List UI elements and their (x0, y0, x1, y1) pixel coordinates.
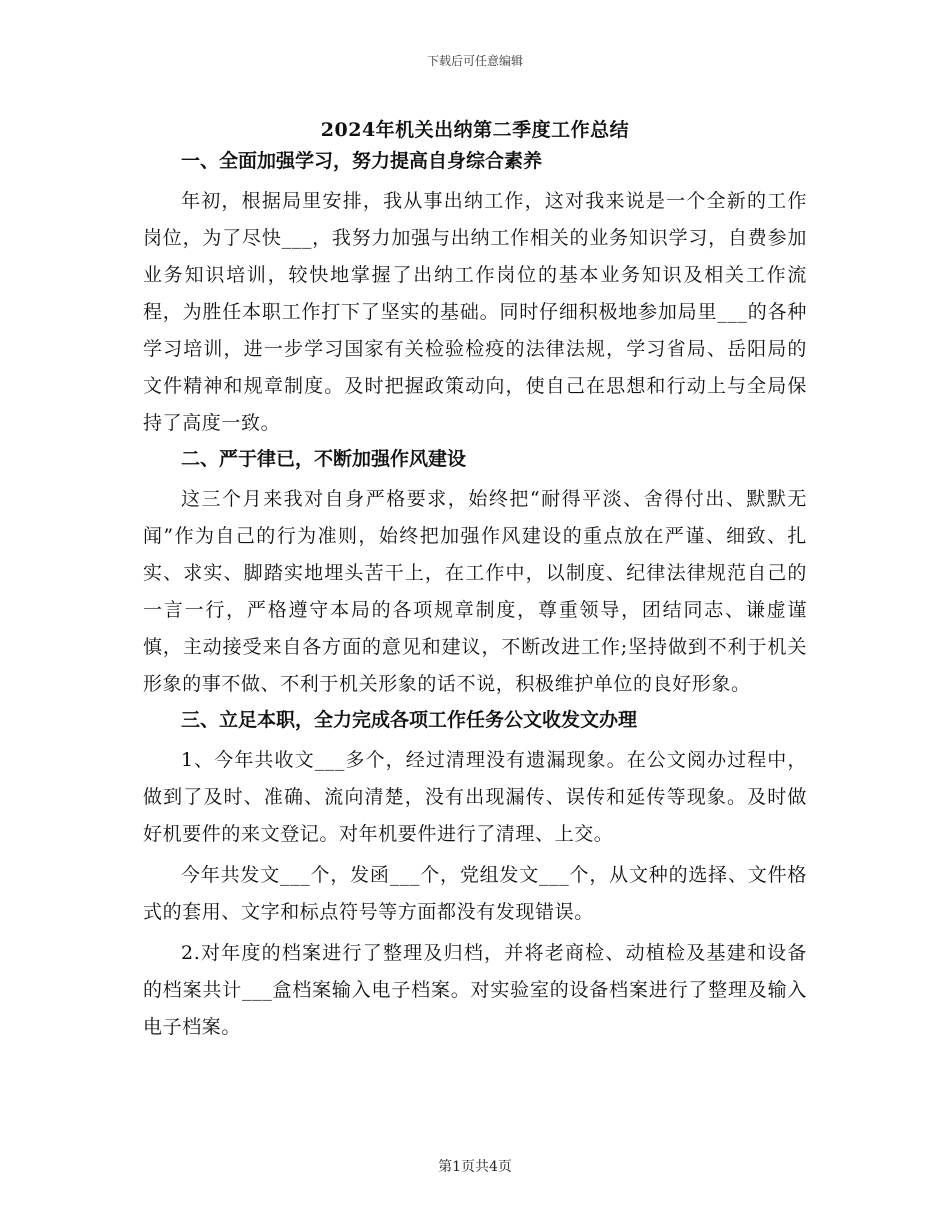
section-2 (143, 446, 807, 703)
page-number: 第1页共4页 (438, 1159, 512, 1175)
section-heading: 三、立足本职，全力完成各项工作任务公文收发文办理 (181, 709, 638, 731)
paragraph: 1、今年共收文___多个，经过清理没有遗漏现象。在公文阅办过程中，做到了及时、准确、流向清楚，没有出现漏传、误传和延传等现象。及时做好机要件的来文登记。对年机要件进行了清理、上交。 (143, 749, 807, 845)
page-header-note: 下载后可任意编辑 (426, 54, 523, 68)
paragraph: 这三个月来我对自身严格要求，始终把“耐得平淡、舍得付出、默默无闻”作为自己的行为准则，始终把加强作风建设的重点放在严谨、细致、扎实、求实、脚踏实地埋头苦干上，在工作中，以制度、纪律法律规范自己的一言一行，严格遵守本局的各项规章制度，尊重领导，团结同志、谦虚谨慎，主动接受来自各方面的意见和建议，不断改进工作;坚持做到不利于机关形象的事不做、不利于机关形象的话不说，积极维护单位的良好形象。 (143, 488, 807, 695)
paragraph: 今年共发文___个，发函___个，党组发文___个，从文种的选择、文件格式的套用、文字和标点符号等方面都没有发现错误。 (143, 864, 807, 923)
section-heading: 二、严于律已，不断加强作风建设 (181, 448, 467, 470)
document-body (143, 148, 807, 1050)
section-1 (143, 148, 807, 442)
paragraph: 2.对年度的档案进行了整理及归档，并将老商检、动植检及基建和设备的档案共计___盒档案输入电子档案。对实验室的设备档案进行了整理及输入电子档案。 (143, 942, 807, 1038)
section-heading: 一、全面加强学习，努力提高自身综合素养 (181, 150, 543, 172)
paragraph: 年初，根据局里安排，我从事出纳工作，这对我来说是一个全新的工作岗位，为了尽快___，我努力加强与出纳工作相关的业务知识学习，自费参加业务知识培训，较快地掌握了出纳工作岗位的基本业务知识及相关工作流程，为胜任本职工作打下了坚实的基础。同时仔细积极地参加局里___的各种学习培训，进一步学习国家有关检验检疫的法律法规，学习省局、岳阳局的文件精神和规章制度。及时把握政策动向，使自己在思想和行动上与全局保持了高度一致。 (143, 190, 807, 434)
section-3 (143, 707, 807, 1046)
document-title: 2024年机关出纳第二季度工作总结 (320, 119, 630, 141)
